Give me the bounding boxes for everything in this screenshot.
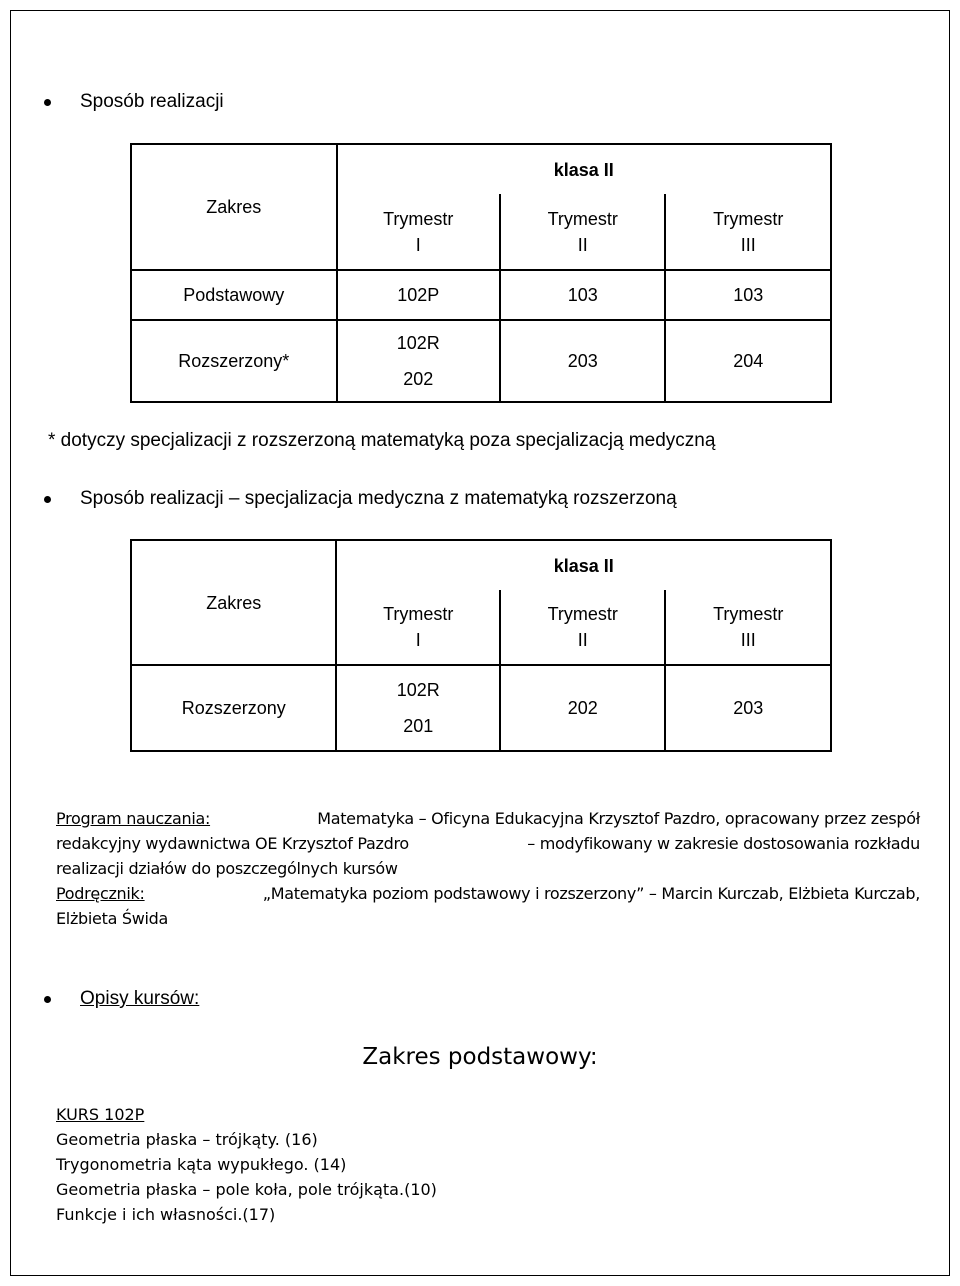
program-text-line3: realizacji działów do poszczególnych kursów xyxy=(56,859,398,878)
bullet-text: Opisy kursów: xyxy=(80,988,200,1009)
table-row xyxy=(131,320,831,402)
table-row xyxy=(131,665,831,751)
bullet-text: Sposób realizacji – specjalizacja medyczna z matematyką rozszerzoną xyxy=(80,488,677,509)
bullet-dot-icon xyxy=(44,99,51,106)
footnote: * dotyczy specjalizacji z rozszerzoną matematyką poza specjalizacją medyczną xyxy=(48,430,716,451)
cell-t2: 103 xyxy=(500,270,665,320)
bullet-dot-icon xyxy=(44,996,51,1003)
row-label: Rozszerzony* xyxy=(131,320,337,402)
trimester-header: Trymestr III xyxy=(665,194,831,270)
program-paragraph xyxy=(56,806,920,931)
program-text-line1: Matematyka – Oficyna Edukacyjna Krzysztof Pazdro, opracowany przez zespół xyxy=(317,809,920,828)
zakres-header: Zakres xyxy=(131,540,336,665)
program-text-line2b: – modyfikowany w zakresie dostosowania rozkładu xyxy=(527,834,920,853)
textbook-text-line2: Elżbieta Świda xyxy=(56,909,169,928)
schedule-table-1 xyxy=(130,143,832,403)
schedule-table-2 xyxy=(130,539,832,752)
cell-t3: 203 xyxy=(665,665,831,751)
trimester-header: Trymestr I xyxy=(337,194,501,270)
trimester-header: Trymestr II xyxy=(500,194,665,270)
row-label: Rozszerzony xyxy=(131,665,336,751)
class-header: klasa II xyxy=(337,144,832,194)
textbook-text-line1: „Matematyka poziom podstawowy i rozszerzony” – Marcin Kurczab, Elżbieta Kurczab, xyxy=(262,884,920,903)
list-item: Geometria płaska – trójkąty. (16) xyxy=(56,1130,318,1149)
course-block xyxy=(56,1102,437,1227)
row-label: Podstawowy xyxy=(131,270,337,320)
trimester-header: Trymestr II xyxy=(500,590,666,665)
table-row xyxy=(131,270,831,320)
cell-t2: 202 xyxy=(500,665,666,751)
program-text-line2a: redakcyjny wydawnictwa OE Krzysztof Pazdro xyxy=(56,834,409,853)
cell-t1: 102R 201 xyxy=(336,665,500,751)
bullet-sposob-realizacji-medyczna xyxy=(44,487,677,511)
course-title: KURS 102P xyxy=(56,1105,145,1124)
list-item: Trygonometria kąta wypukłego. (14) xyxy=(56,1155,347,1174)
list-item: Funkcje i ich własności.(17) xyxy=(56,1205,276,1224)
textbook-label: Podręcznik: xyxy=(56,884,145,903)
cell-t1: 102R 202 xyxy=(337,320,501,402)
bullet-text: Sposób realizacji xyxy=(80,91,224,112)
cell-t3: 204 xyxy=(665,320,831,402)
zakres-header: Zakres xyxy=(131,144,337,270)
program-label: Program nauczania: xyxy=(56,809,211,828)
trimester-header: Trymestr I xyxy=(336,590,500,665)
class-header: klasa II xyxy=(336,540,831,590)
section-heading: Zakres podstawowy: xyxy=(362,1044,598,1070)
cell-t1: 102P xyxy=(337,270,501,320)
bullet-opisy-kursow xyxy=(44,987,199,1011)
trimester-header: Trymestr III xyxy=(665,590,831,665)
list-item: Geometria płaska – pole koła, pole trójkąta.(10) xyxy=(56,1180,437,1199)
bullet-sposob-realizacji xyxy=(44,90,224,114)
bullet-dot-icon xyxy=(44,496,51,503)
cell-t2: 203 xyxy=(500,320,665,402)
cell-t3: 103 xyxy=(665,270,831,320)
